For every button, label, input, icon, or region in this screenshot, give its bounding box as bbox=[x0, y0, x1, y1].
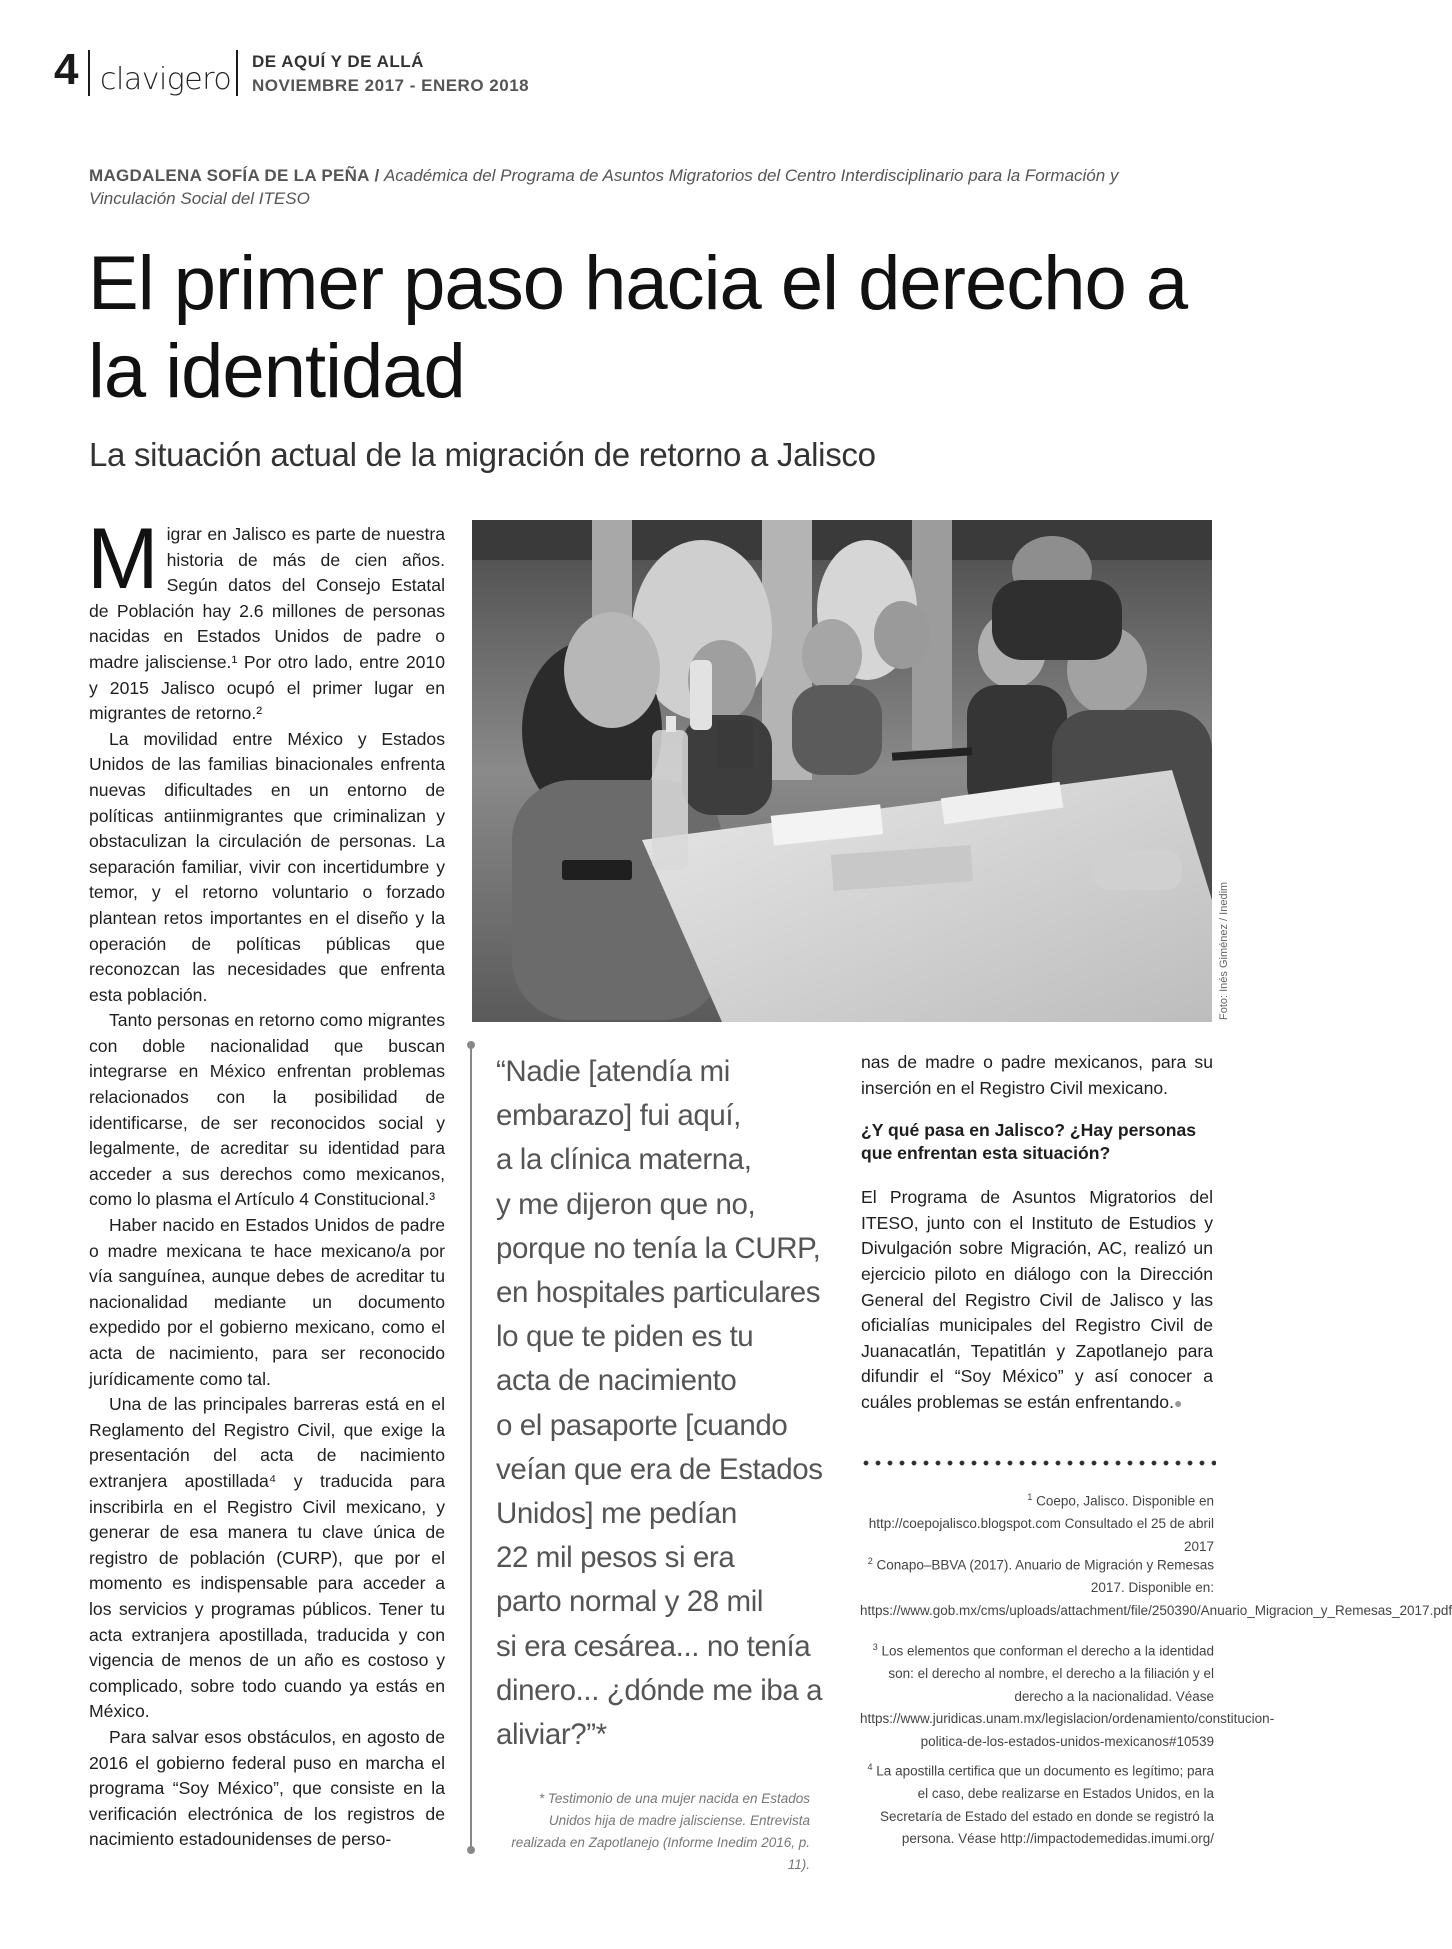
body-column-left bbox=[87, 511, 445, 1853]
footnote bbox=[860, 1756, 1214, 1851]
article-subtitle: La situación actual de la migración de retorno a Jalisco bbox=[89, 436, 876, 473]
magazine-logo: clavigero bbox=[100, 62, 232, 97]
author-name: MAGDALENA SOFÍA DE LA PEÑA bbox=[89, 166, 370, 185]
quote-line: aliviar?”* bbox=[496, 1718, 607, 1752]
body-column-right bbox=[861, 1050, 1213, 1417]
paragraph-text: igrar en Jalisco es parte de nuestra historia de más de cien años. Según datos del Consejo Estatal de Población hay 2.6 millones de personas nacidas en Estados Unidos de padre o madre jalisciense.¹ Por otro lado, entre 2010 y 2015 Jalisco ocupó el primer lugar en migrantes de retorno.² bbox=[89, 524, 445, 724]
section-name: DE AQUÍ Y DE ALLÁ bbox=[252, 52, 424, 71]
quote-source-note: * Testimonio de una mujer nacida en Estados Unidos hija de madre jalisciense. Entrevista realizada en Zapotlanejo (Informe Inedim 2016, p. 11). bbox=[511, 1791, 810, 1872]
quote-line: o el pasaporte [cuando bbox=[496, 1408, 788, 1442]
footnote bbox=[860, 1486, 1214, 1558]
footnote-number: 3 bbox=[872, 1642, 878, 1652]
paragraph: Haber nacido en Estados Unidos de padre o madre mexicana te hace mexicano/a por vía sanguínea, aunque debes de acreditar tu nacionalidad mediante un documento expedido por el gobierno mexicano, como el acta de nacimiento, para ser reconocido jurídicamente como tal. bbox=[89, 1215, 445, 1389]
paragraph bbox=[861, 1185, 1213, 1416]
quote-line: embarazo] fui aquí, bbox=[496, 1099, 741, 1133]
article-title: El primer paso hacia el derecho a la identidad bbox=[88, 241, 1188, 414]
footnote bbox=[860, 1636, 1275, 1753]
quote-line: en hospitales particulares bbox=[496, 1276, 821, 1310]
pull-quote bbox=[496, 1050, 831, 1757]
quote-line: a la clínica materna, bbox=[496, 1143, 752, 1177]
quote-rule-dot bbox=[467, 1041, 475, 1049]
quote-line: parto normal y 28 mil bbox=[496, 1585, 764, 1619]
paragraph: nas de madre o padre mexicanos, para su inserción en el Registro Civil mexicano. bbox=[861, 1052, 1213, 1098]
footnote-text: Coepo, Jalisco. Disponible en http://coepojalisco.blogspot.com Consultado el 25 de abril 2017 bbox=[868, 1493, 1214, 1554]
quote-line: veían que era de Estados bbox=[496, 1452, 823, 1486]
quote-line: acta de nacimiento bbox=[496, 1364, 737, 1398]
section-heading: ¿Y qué pasa en Jalisco? ¿Hay personas que enfrentan esta situación? bbox=[861, 1120, 1197, 1164]
footnote-text: La apostilla certifica que un documento es legítimo; para el caso, debe realizarse en Estados Unidos, en la Secretaría de Estado del estado en donde se registró la persona. Véase http://impactodemedidas.imumi.org/ bbox=[876, 1763, 1214, 1846]
quote-line: dinero... ¿dónde me iba a bbox=[496, 1673, 823, 1707]
footnote-text: Conapo–BBVA (2017). Anuario de Migración y Remesas 2017. Disponible en: https://www.gob.mx/cms/uploads/attachment/file/250390/Anuario_Migracion_y_Remesas_2017.pdf bbox=[860, 1557, 1452, 1618]
byline-separator: / bbox=[374, 166, 380, 185]
quote-line: si era cesárea... no tenía bbox=[496, 1629, 811, 1663]
quote-rule-dot bbox=[467, 1846, 475, 1854]
dotted-divider bbox=[860, 1460, 1216, 1466]
paragraph bbox=[87, 511, 445, 727]
footnote-number: 2 bbox=[867, 1556, 873, 1566]
quote-line: porque no tenía la CURP, bbox=[496, 1231, 821, 1265]
paragraph-text: El Programa de Asuntos Migratorios del ITESO, junto con el Instituto de Estudios y Divulgación sobre Migración, AC, realizó un ejercicio piloto en diálogo con la Dirección General del Registro Civil de Jalisco y las oficialías municipales del Registro Civil de Juanacatlán, Tepatitlán y Zapotlanejo para difundir el “Soy México” y así conocer a cuáles problemas se están enfrentando. bbox=[861, 1187, 1213, 1412]
footnote bbox=[860, 1550, 1452, 1622]
byline bbox=[89, 164, 1169, 210]
photo-illustration bbox=[472, 520, 1212, 1022]
issue-date: NOVIEMBRE 2017 - ENERO 2018 bbox=[252, 76, 530, 95]
quote-rule bbox=[470, 1046, 472, 1850]
quote-line: “Nadie [atendía mi bbox=[496, 1055, 730, 1088]
article-photo bbox=[472, 520, 1212, 1022]
footnote-number: 4 bbox=[867, 1762, 873, 1772]
quote-line: y me dijeron que no, bbox=[496, 1187, 756, 1221]
footnote-number: 1 bbox=[1027, 1492, 1033, 1502]
page-number: 4 bbox=[54, 45, 79, 94]
quote-line: Unidos] me pedían bbox=[496, 1497, 737, 1531]
end-mark: ● bbox=[1173, 1394, 1183, 1411]
paragraph: Una de las principales barreras está en el Reglamento del Registro Civil, que exige la presentación del acta de nacimiento extranjera apostillada⁴ y traducida para inscribirla en el Registro Civil mexicano, y generar de esa manera tu clave única de registro de población (CURP), que por el momento es indispensable para acceder a los servicios y programas públicos. Tener tu acta extranjera apostillada, traducida y con vigencia de menos de un año es costoso y complicado, sobre todo cuando ya estás en México. bbox=[89, 1394, 445, 1722]
photo-credit: Foto: Inés Giménez / Inedim bbox=[1218, 881, 1230, 1020]
quote-line: lo que te piden es tu bbox=[496, 1320, 754, 1354]
header-divider bbox=[88, 50, 90, 96]
author-affiliation: Académica del Programa de Asuntos Migratorios del Centro Interdisciplinario para la Formación y Vinculación Social del ITESO bbox=[89, 166, 1119, 208]
paragraph: Para salvar esos obstáculos, en agosto de 2016 el gobierno federal puso en marcha el programa “Soy México”, que consiste en la verificación electrónica de los registros de nacimiento estadounidenses de perso- bbox=[89, 1726, 445, 1850]
header-divider bbox=[236, 50, 238, 96]
paragraph: Tanto personas en retorno como migrantes con doble nacionalidad que buscan integrarse en México enfrentan problemas relacionados con la posibilidad de identificarse, de ser reconocidos social y legalmente, de acreditar su identidad para acceder a sus derechos como mexicanos, como lo plasma el Artículo 4 Constitucional.³ bbox=[89, 1010, 445, 1210]
drop-cap: M bbox=[87, 511, 159, 607]
paragraph: La movilidad entre México y Estados Unidos de las familias binacionales enfrenta nuevas dificultades en un entorno de políticas antiinmigrantes que criminalizan y obstaculizan la circulación de personas. La separación familiar, vivir con incertidumbre y temor, y el retorno voluntario o forzado plantean retos importantes en el diseño y la operación de políticas públicas que reconozcan las necesidades que enfrenta esta población. bbox=[89, 728, 445, 1005]
quote-line: 22 mil pesos si era bbox=[496, 1541, 735, 1575]
footnote-text: Los elementos que conforman el derecho a la identidad son: el derecho al nombre, el derecho a la filiación y el derecho a la nacionalidad. Véase https://www.juridicas.unam.mx/legislacion/ordenamiento/constitucion-politica-de-los-estados-unidos-mexicanos#10539 bbox=[860, 1643, 1275, 1749]
